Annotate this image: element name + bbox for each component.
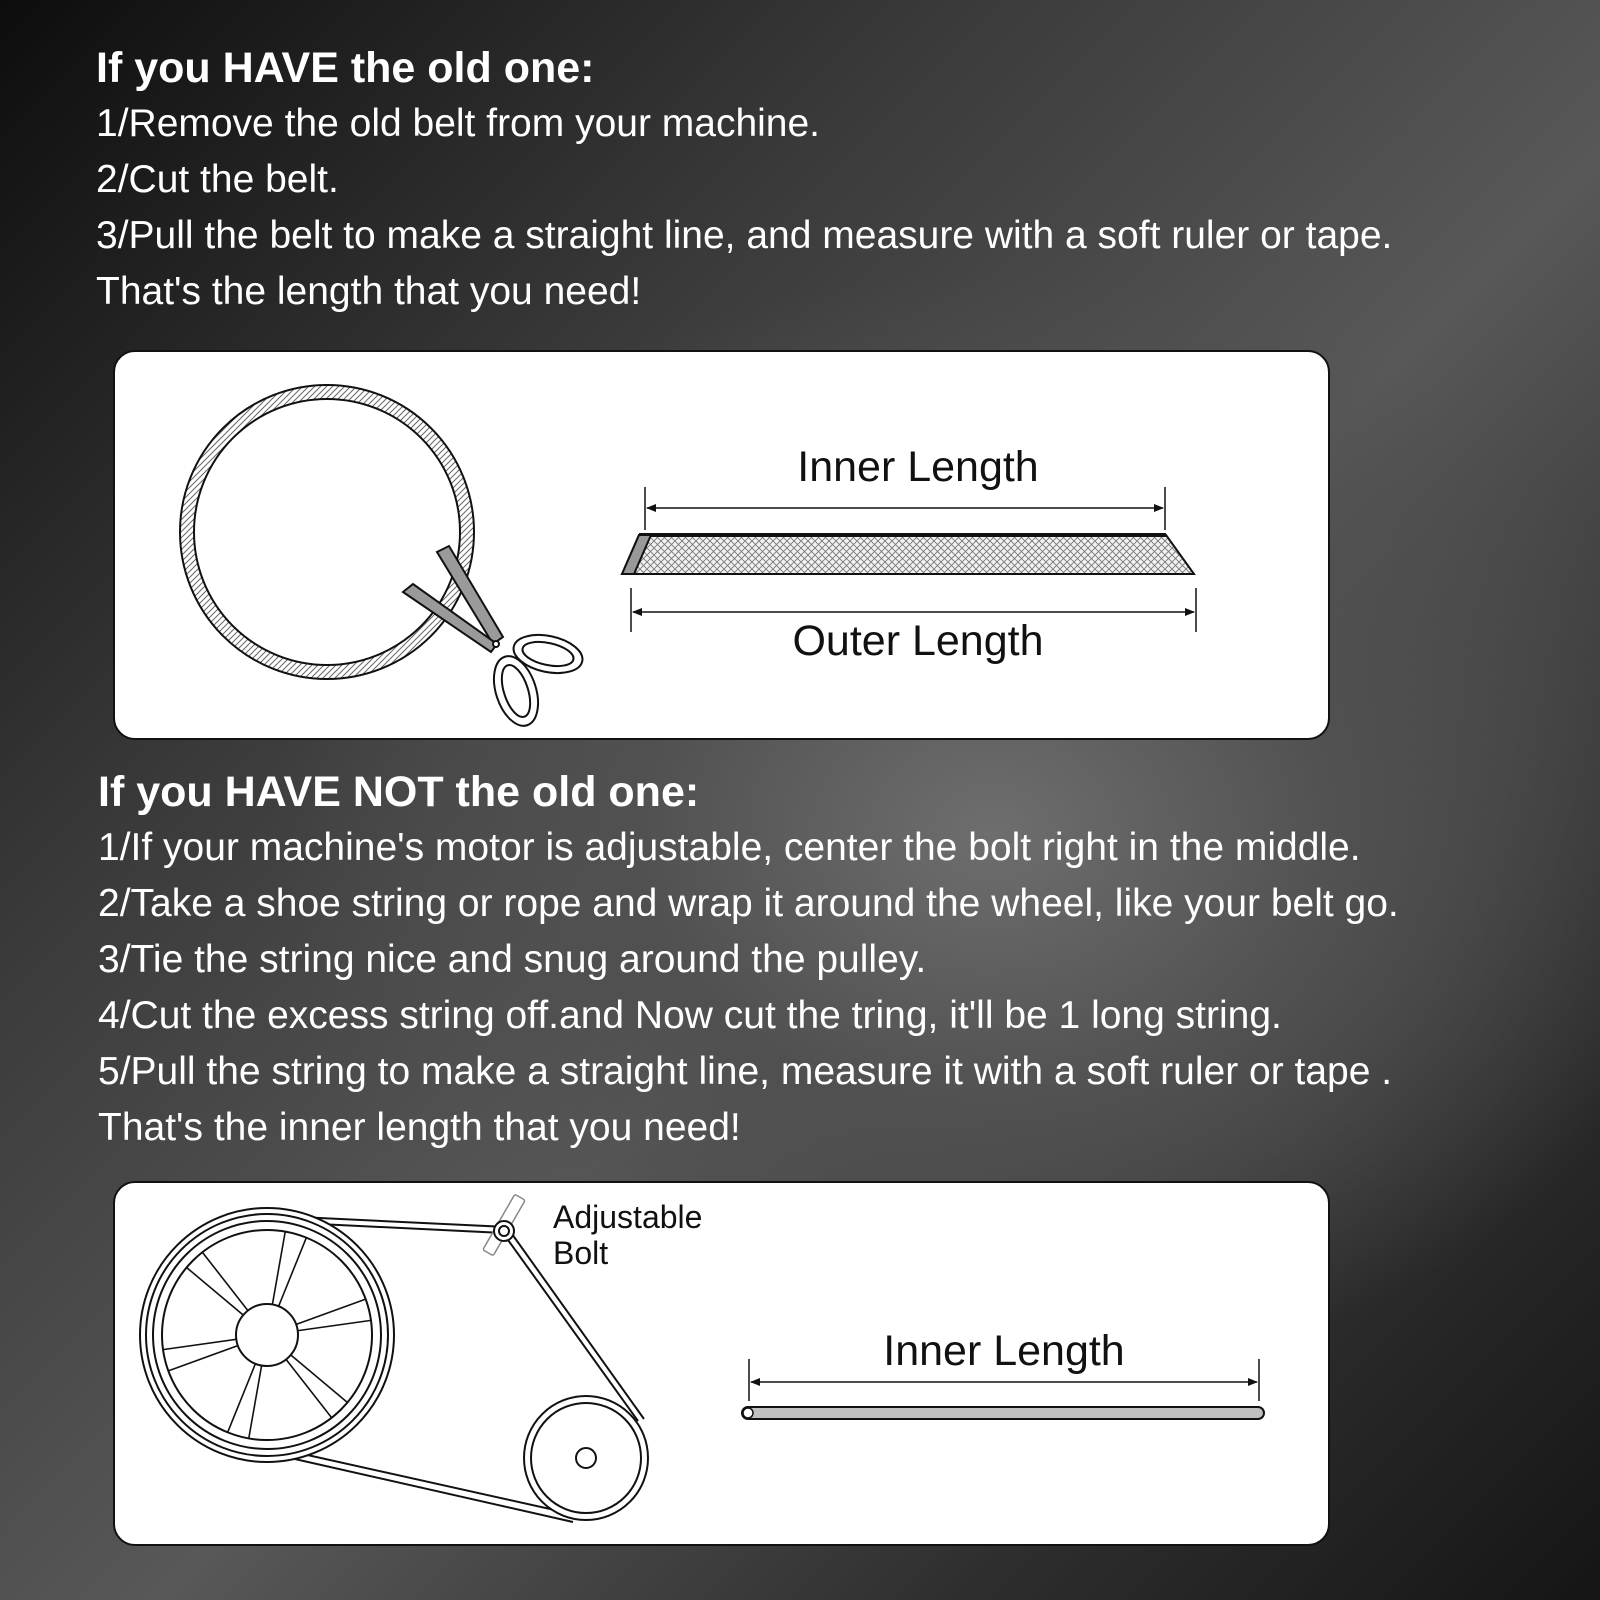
bolt-label-line: Adjustable [553, 1199, 703, 1235]
instruction-step: 5/Pull the string to make a straight line, measure it with a soft ruler or tape . [98, 1050, 1393, 1093]
section-heading: If you HAVE the old one: [96, 44, 595, 92]
string-icon [742, 1407, 1264, 1419]
section-have-not-old [98, 764, 1399, 1156]
inner-length-label: Inner Length [883, 1327, 1125, 1375]
instruction-step: 2/Take a shoe string or rope and wrap it around the wheel, like your belt go. [98, 882, 1399, 925]
instruction-step: 3/Pull the belt to make a straight line, and measure with a soft ruler or tape. [96, 214, 1393, 257]
belt-ring-icon [180, 385, 474, 679]
bolt-label-line: Bolt [553, 1235, 609, 1271]
section-have-old [96, 40, 1392, 320]
straight-belt-icon [622, 535, 1194, 574]
adjustable-bolt-icon [483, 1194, 525, 1255]
diagram-panel-cut-belt [113, 350, 1330, 740]
instruction-step: 1/If your machine's motor is adjustable, center the bolt right in the middle. [98, 826, 1361, 869]
inner-length-dimension [645, 487, 1165, 530]
diagram-panel-pulley [113, 1181, 1330, 1546]
section-heading: If you HAVE NOT the old one: [98, 768, 700, 816]
wheel-icon [140, 1208, 394, 1462]
cut-belt-illustration [115, 352, 1328, 738]
inner-length-label: Inner Length [797, 443, 1039, 491]
motor-pulley-icon [524, 1396, 648, 1520]
instruction-step: That's the inner length that you need! [98, 1106, 741, 1149]
instruction-step: 4/Cut the excess string off.and Now cut the tring, it'll be 1 long string. [98, 994, 1282, 1037]
adjustable-bolt-label [553, 1199, 702, 1271]
instruction-step: 3/Tie the string nice and snug around the pulley. [98, 938, 927, 981]
instruction-step: That's the length that you need! [96, 270, 642, 313]
instruction-step: 1/Remove the old belt from your machine. [96, 102, 821, 145]
outer-length-label: Outer Length [792, 617, 1044, 665]
instruction-step: 2/Cut the belt. [96, 158, 339, 201]
